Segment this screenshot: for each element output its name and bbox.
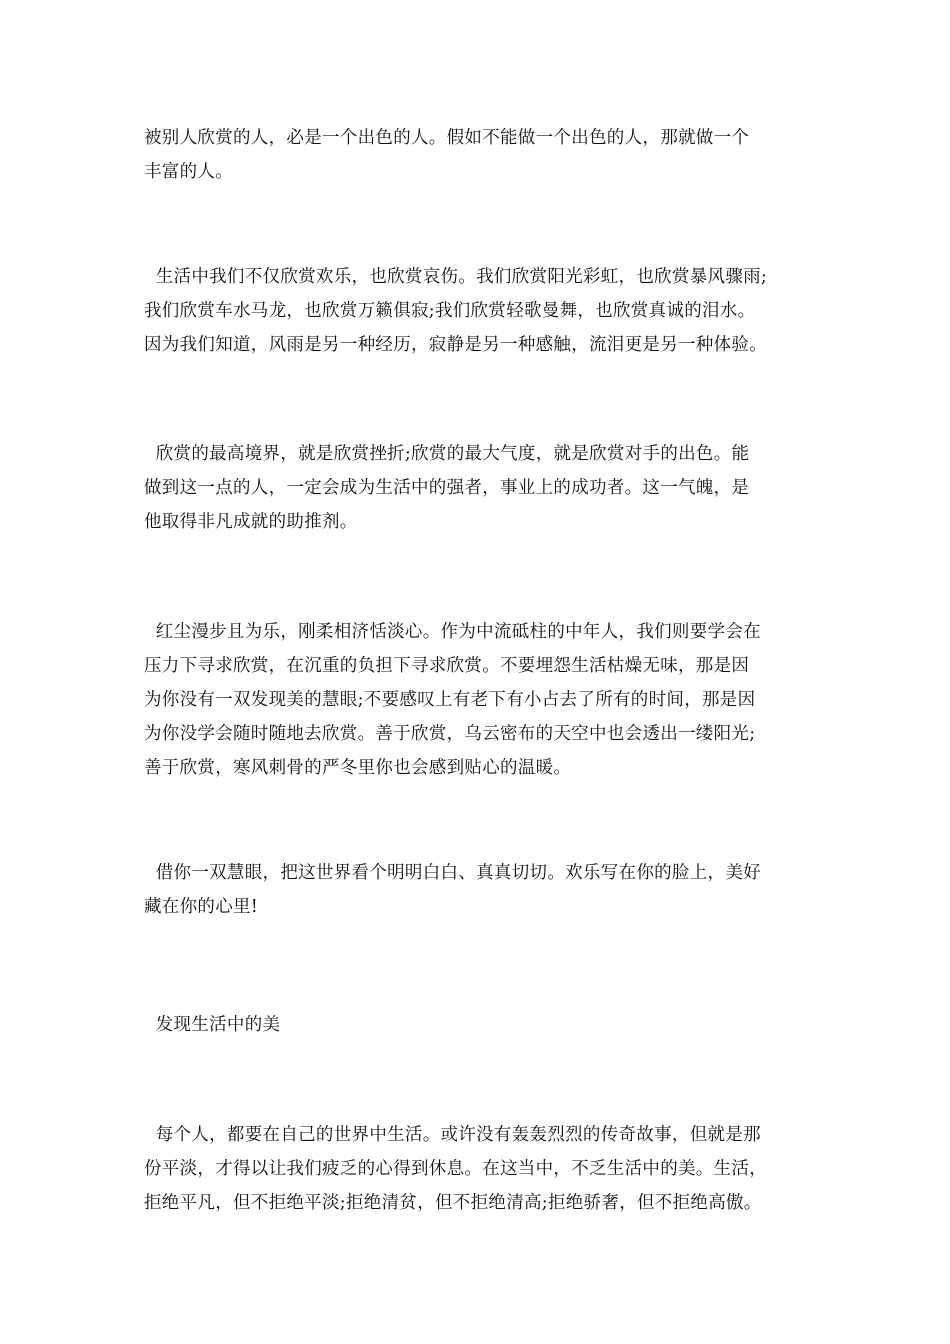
text-line: 生活中我们不仅欣赏欢乐，也欣赏哀伤。我们欣赏阳光彩虹，也欣赏暴风骤雨; bbox=[144, 267, 768, 287]
text-line: 藏在你的心里! bbox=[144, 897, 259, 917]
paragraph-5 bbox=[144, 856, 814, 924]
text-line: 借你一双慧眼，把这世界看个明明白白、真真切切。欢乐写在你的脸上，美好 bbox=[144, 863, 761, 883]
text-line: 做到这一点的人，一定会成为生活中的强者，事业上的成功者。这一气魄，是 bbox=[144, 478, 750, 498]
text-line: 为你没有一双发现美的慧眼;不要感叹上有老下有小占去了所有的时间，那是因 bbox=[144, 690, 756, 710]
text-line: 欣赏的最高境界，就是欣赏挫折;欣赏的最大气度，就是欣赏对手的出色。能 bbox=[144, 444, 750, 464]
text-line: 份平淡，才得以让我们疲乏的心得到休息。在这当中，不乏生活中的美。生活， bbox=[144, 1159, 767, 1179]
paragraph-1 bbox=[144, 121, 814, 189]
text-line: 为你没学会随时随地去欣赏。善于欣赏，乌云密布的天空中也会透出一缕阳光; bbox=[144, 724, 756, 744]
text-line: 被别人欣赏的人，必是一个出色的人。假如不能做一个出色的人，那就做一个 bbox=[144, 128, 750, 148]
text-line: 红尘漫步且为乐，刚柔相济恬淡心。作为中流砥柱的中年人，我们则要学会在 bbox=[144, 622, 761, 642]
text-line: 每个人，都要在自己的世界中生活。或许没有轰轰烈烈的传奇故事，但就是那 bbox=[144, 1125, 761, 1145]
paragraph-7 bbox=[144, 1118, 814, 1220]
paragraph-4 bbox=[144, 615, 814, 785]
heading-text: 发现生活中的美 bbox=[144, 1015, 281, 1035]
text-line: 丰富的人。 bbox=[144, 162, 233, 182]
text-line: 我们欣赏车水马龙，也欣赏万籁俱寂;我们欣赏轻歌曼舞，也欣赏真诚的泪水。 bbox=[144, 301, 756, 321]
text-line: 善于欣赏，寒风刺骨的严冬里你也会感到贴心的温暖。 bbox=[144, 758, 572, 778]
text-line: 拒绝平凡，但不拒绝平淡;拒绝清贫，但不拒绝清高;拒绝骄奢，但不拒绝高傲。 bbox=[144, 1193, 762, 1213]
paragraph-2 bbox=[144, 260, 814, 362]
section-heading bbox=[144, 1008, 814, 1042]
text-line: 他取得非凡成就的助推剂。 bbox=[144, 512, 358, 532]
text-line: 压力下寻求欣赏，在沉重的负担下寻求欣赏。不要埋怨生活枯燥无味，那是因 bbox=[144, 656, 750, 676]
text-line: 因为我们知道，风雨是另一种经历，寂静是另一种感触，流泪更是另一种体验。 bbox=[144, 335, 767, 355]
paragraph-3 bbox=[144, 437, 814, 539]
